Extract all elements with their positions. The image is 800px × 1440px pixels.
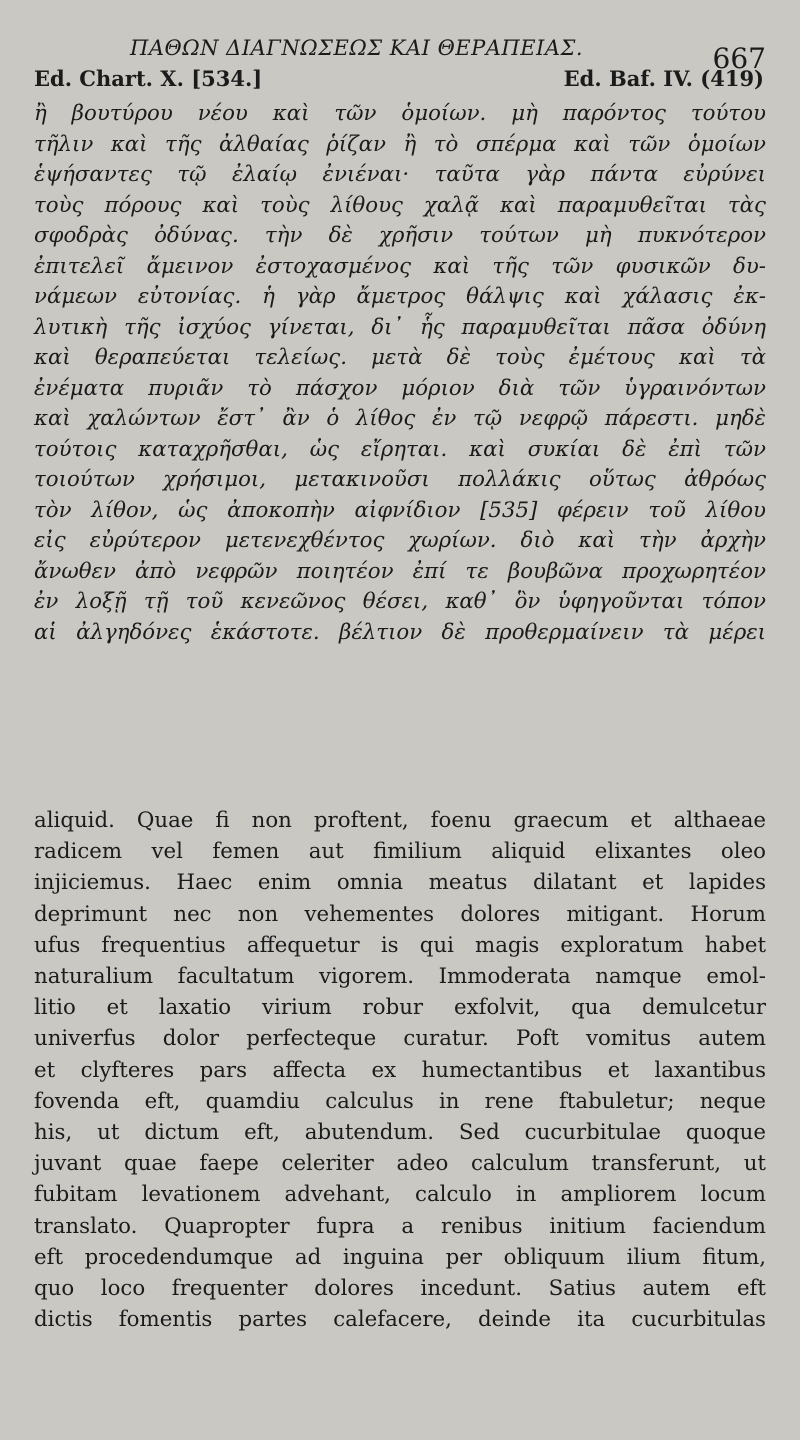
greek-text-line: ἐν λοξῇ τῇ τοῦ κενεῶνος θέσει, καθ᾽ ὃν ὑφηγοῦνται τόπον <box>34 589 766 614</box>
latin-text-line: et clyfteres pars affecta ex humectantibus et laxantibus <box>34 1057 766 1083</box>
greek-text-line: ἄνωθεν ἀπὸ νεφρῶν ποιητέον ἐπί τε βουβῶνα προχωρητέον <box>34 558 766 584</box>
latin-text-line: dictis fomentis partes calefacere, deinde ita cucurbitulas <box>34 1307 766 1333</box>
greek-text-line: τούτοις καταχρῆσθαι, ὡς εἴρηται. καὶ συκίαι δὲ ἐπὶ τῶν <box>34 436 766 462</box>
greek-text-line: τοιούτων χρήσιμοι, μετακινοῦσι πολλάκις οὕτως ἀθρόως <box>34 467 766 492</box>
latin-text-line: eft procedendumque ad inguina per obliquum ilium fitum, <box>34 1244 766 1270</box>
greek-text-line: αἱ ἀλγηδόνες ἑκάστοτε. βέλτιον δὲ προθερμαίνειν τὰ μέρει <box>34 619 766 645</box>
edition-chart-ref: Ed. Chart. X. [534.] <box>34 66 263 91</box>
latin-text-line: deprimunt nec non vehementes dolores mitigant. Horum <box>34 901 766 927</box>
latin-text-block <box>34 805 766 1335</box>
greek-text-line: καὶ χαλώντων ἔστ᾽ ἂν ὁ λίθος ἐν τῷ νεφρῷ πάρεστι. μηδὲ <box>34 406 766 431</box>
latin-text-line: ufus frequentius affequetur is qui magis exploratum habet <box>34 932 766 958</box>
greek-text-line: τὸν λίθον, ὡς ἀποκοπὴν αἰφνίδιον [535] φέρειν τοῦ λίθου <box>34 497 766 523</box>
greek-text-line: τῆλιν καὶ τῆς ἀλθαίας ῥίζαν ἢ τὸ σπέρμα καὶ τῶν ὁμοίων <box>34 131 766 157</box>
latin-text-line: radicem vel femen aut fimilium aliquid elixantes oleo <box>34 839 766 865</box>
greek-text-line: ἐνέματα πυριᾶν τὸ πάσχον μόριον διὰ τῶν ὑγραινόντων <box>34 375 766 401</box>
greek-text-line: καὶ θεραπεύεται τελείως. μετὰ δὲ τοὺς ἐμέτους καὶ τὰ <box>34 345 766 370</box>
greek-text-line: τοὺς πόρους καὶ τοὺς λίθους χαλᾷ καὶ παραμυθεῖται τὰς <box>34 192 766 218</box>
latin-text-line: his, ut dictum eft, abutendum. Sed cucurbitulae quoque <box>34 1120 766 1146</box>
latin-text-line: univerfus dolor perfecteque curatur. Poft vomitus autem <box>34 1026 766 1052</box>
latin-text-line: fovenda eft, quamdiu calculus in rene ftabuletur; neque <box>34 1088 766 1114</box>
latin-text-line: fubitam levationem advehant, calculo in ampliorem locum <box>34 1182 766 1208</box>
latin-text-line: injiciemus. Haec enim omnia meatus dilatant et lapides <box>34 870 766 896</box>
page-number: 667 <box>712 42 766 75</box>
latin-text-line: translato. Quapropter fupra a renibus initium faciendum <box>34 1213 766 1239</box>
edition-references <box>34 66 764 96</box>
greek-text-line: ἑψήσαντες τῷ ἐλαίῳ ἐνιέναι· ταῦτα γὰρ πάντα εὐρύνει <box>34 162 766 187</box>
greek-text-line: εἰς εὐρύτερον μετενεχθέντος χωρίων. διὸ καὶ τὴν ἀρχὴν <box>34 528 766 553</box>
running-title: ΠΑΘΩΝ ΔΙΑΓΝΩΣΕΩΣ ΚΑΙ ΘΕΡΑΠΕΙΑΣ. <box>130 36 584 60</box>
latin-text-line: aliquid. Quae fi non proftent, foenu graecum et althaeae <box>34 808 766 833</box>
latin-text-line: quo loco frequenter dolores incedunt. Satius autem eft <box>34 1276 766 1302</box>
greek-text-line: λυτικὴ τῆς ἰσχύος γίνεται, δι᾽ ἧς παραμυθεῖται πᾶσα ὀδύνη <box>34 314 766 340</box>
greek-text-line: ἢ βουτύρου νέου καὶ τῶν ὁμοίων. μὴ παρόντος τούτου <box>34 101 766 126</box>
greek-text-line: ἐπιτελεῖ ἄμεινον ἐστοχασμένος καὶ τῆς τῶν φυσικῶν δυ- <box>34 253 766 279</box>
greek-text-line: νάμεων εὐτονίας. ἡ γὰρ ἄμετρος θάλψις καὶ χάλασις ἐκ- <box>34 284 766 309</box>
latin-text-line: naturalium facultatum vigorem. Immoderata namque emol- <box>34 964 766 990</box>
greek-text-block <box>34 99 766 648</box>
latin-text-line: litio et laxatio virium robur exfolvit, qua demulcetur <box>34 995 766 1021</box>
latin-text-line: juvant quae faepe celeriter adeo calculum transferunt, ut <box>34 1151 766 1177</box>
edition-basel-ref: Ed. Baf. IV. (419) <box>563 66 764 91</box>
running-head <box>0 30 800 75</box>
greek-text-line: σφοδρὰς ὀδύνας. τὴν δὲ χρῆσιν τούτων μὴ πυκνότερον <box>34 223 766 248</box>
